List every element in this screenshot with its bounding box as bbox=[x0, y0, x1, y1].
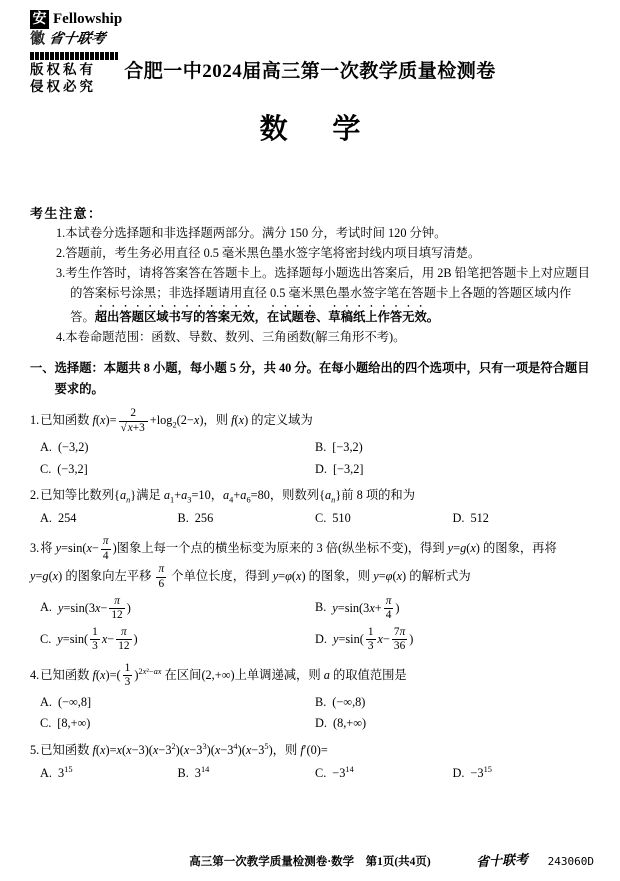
math-run: 3 bbox=[367, 640, 374, 653]
fraction-numerator bbox=[123, 662, 133, 676]
option-A bbox=[40, 764, 178, 782]
fraction bbox=[384, 595, 394, 623]
math-run: [8,+∞) bbox=[57, 716, 91, 731]
notice-text: 2.答题前，考生务必用直径 0.5 毫米黑色墨水签字笔将密封线内项目填写清楚。 bbox=[56, 245, 481, 260]
question-number: 1. bbox=[30, 412, 40, 427]
math-run: (8,+∞) bbox=[332, 716, 367, 731]
math-run: x− bbox=[86, 541, 99, 556]
math-run: f′(0)= bbox=[300, 742, 328, 757]
option-label: C. bbox=[315, 765, 327, 780]
math-run: [−3,2] bbox=[332, 461, 364, 476]
subscript: 6 bbox=[246, 495, 251, 505]
question-stem bbox=[30, 741, 590, 761]
text-run: 个单位长度，得到 bbox=[168, 569, 273, 584]
notice-text: 1.本试卷分选择题和非选择题两部分。满分 150 分，考试时间 120 分钟。 bbox=[56, 226, 447, 240]
option-label: B. bbox=[315, 694, 327, 709]
option-label: D. bbox=[315, 716, 327, 731]
math-run: x− bbox=[101, 631, 115, 646]
math-run: 4 bbox=[102, 549, 109, 562]
math-run: sin bbox=[69, 631, 85, 646]
math-run: π bbox=[102, 535, 109, 548]
option-label: C. bbox=[40, 631, 52, 646]
option-C bbox=[315, 764, 453, 782]
fraction bbox=[123, 662, 133, 690]
text-run: 已知函数 bbox=[40, 667, 93, 682]
fraction-numerator bbox=[90, 626, 100, 640]
option-label: B. bbox=[177, 765, 189, 780]
publisher-logo bbox=[30, 10, 122, 96]
subscript: n bbox=[331, 495, 336, 505]
superscript: 5 bbox=[264, 741, 269, 751]
math-run: ) bbox=[268, 742, 273, 757]
options bbox=[30, 509, 590, 527]
option-label: A. bbox=[40, 510, 52, 525]
option-D bbox=[315, 714, 590, 732]
math-run: f(x) bbox=[231, 412, 249, 427]
logo-row-2 bbox=[30, 30, 122, 49]
option-label: D. bbox=[315, 461, 327, 476]
question-5 bbox=[30, 741, 590, 782]
math-run: (−∞,8) bbox=[332, 694, 366, 709]
fraction bbox=[366, 626, 376, 654]
superscript: 14 bbox=[200, 764, 210, 774]
text-run: 的取值范围是 bbox=[329, 667, 407, 682]
math-run: y=g(x) bbox=[30, 569, 63, 584]
notice-list bbox=[30, 224, 590, 347]
section-heading: 一、选择题：本题共 8 小题，每小题 5 分，共 40 分。在每小题给出的四个选项中，只有一项是符合题目要求的。 bbox=[30, 361, 590, 396]
math-run: [−3,2) bbox=[332, 440, 363, 455]
option-label: A. bbox=[40, 440, 52, 455]
option-label: D. bbox=[315, 631, 327, 646]
exam-title: 合肥一中2024届高三第一次教学质量检测卷 bbox=[124, 61, 496, 82]
option-C bbox=[40, 714, 315, 732]
math-run: (−3,2) bbox=[57, 440, 89, 455]
fraction-numerator bbox=[101, 535, 111, 549]
barcode-strip-icon bbox=[30, 52, 118, 60]
math-run: 1 bbox=[92, 625, 98, 638]
text-run: 的图象，再将 bbox=[479, 541, 557, 556]
math-run: )(x−3 bbox=[175, 742, 203, 757]
copyright-line-1: 版权私有 bbox=[30, 61, 96, 77]
superscript: 15 bbox=[64, 764, 73, 774]
option-label: C. bbox=[315, 510, 327, 525]
fraction-denominator bbox=[156, 577, 166, 592]
math-run: π bbox=[114, 594, 120, 607]
math-run: f(x)=x(x−3)(x−3 bbox=[92, 742, 172, 757]
math-run: a bbox=[323, 667, 330, 682]
fraction bbox=[119, 407, 148, 435]
math-run: y=φ(x) bbox=[373, 569, 407, 584]
text-run: 图象上每一个点的横坐标变为原来的 3 倍(纵坐标不变)，得到 bbox=[116, 541, 448, 556]
option-label: A. bbox=[40, 600, 52, 615]
math-run: 512 bbox=[470, 510, 489, 525]
math-run: sin bbox=[68, 541, 83, 556]
math-run: sin bbox=[345, 631, 360, 646]
math-run: =80 bbox=[250, 488, 270, 502]
fraction bbox=[109, 595, 124, 623]
text-run: 的图象，则 bbox=[305, 569, 374, 584]
option-A bbox=[40, 595, 315, 623]
text-run: 前 8 项的和为 bbox=[341, 488, 416, 502]
option-C bbox=[315, 509, 453, 527]
math-run: f(x)= bbox=[92, 667, 117, 682]
subscript: 3 bbox=[187, 495, 192, 505]
subscript: 1 bbox=[170, 495, 175, 505]
logo-an-character: 安 bbox=[30, 10, 49, 29]
option-label: B. bbox=[315, 600, 327, 615]
math-run: y=φ(x) bbox=[272, 569, 306, 584]
math-run: 3x+ bbox=[363, 600, 382, 615]
math-run: +a bbox=[233, 488, 247, 502]
text-run: ，则 bbox=[272, 742, 301, 757]
option-A bbox=[40, 693, 315, 711]
subscript: n bbox=[126, 495, 131, 505]
text-run: 的解析式为 bbox=[406, 569, 471, 584]
math-run: 1 bbox=[124, 661, 131, 674]
math-run: ) bbox=[134, 667, 139, 682]
math-run: y=g(x) bbox=[447, 541, 480, 556]
question-number: 4. bbox=[30, 667, 40, 682]
option-D bbox=[315, 626, 590, 654]
option-label: B. bbox=[177, 510, 189, 525]
option-B bbox=[315, 693, 590, 711]
math-run: −3 bbox=[470, 765, 484, 780]
math-run: ) bbox=[409, 631, 414, 646]
question-number: 5. bbox=[30, 742, 40, 757]
math-run: 12 bbox=[118, 640, 130, 653]
math-run: a bbox=[119, 488, 127, 502]
fraction-denominator bbox=[392, 639, 407, 654]
question-stem bbox=[30, 535, 590, 591]
math-run: y= bbox=[55, 541, 69, 556]
question-number: 3. bbox=[30, 541, 40, 556]
fraction-numerator bbox=[112, 595, 122, 609]
fraction-numerator bbox=[392, 626, 407, 640]
math-run: ( bbox=[84, 631, 89, 646]
copyright-line-2: 侵权必究 bbox=[30, 78, 96, 94]
text-run: 将 bbox=[40, 541, 56, 556]
option-D bbox=[453, 509, 591, 527]
text-run: 上单调递减，则 bbox=[234, 667, 324, 682]
math-run: 3 bbox=[57, 765, 65, 780]
options bbox=[30, 595, 590, 654]
option-D bbox=[453, 764, 591, 782]
math-run: { bbox=[319, 488, 325, 502]
math-run: a bbox=[324, 488, 332, 502]
footer-exam-code: 243060D bbox=[547, 855, 594, 868]
option-A bbox=[40, 509, 178, 527]
math-run: 1 bbox=[367, 625, 374, 638]
math-run: 254 bbox=[57, 510, 77, 525]
math-run: f(x)= bbox=[92, 412, 117, 427]
logo-fellowship-text: Fellowship bbox=[53, 11, 123, 28]
question-stem bbox=[30, 486, 590, 506]
option-B bbox=[315, 438, 590, 456]
text-run: 已知函数 bbox=[40, 742, 93, 757]
radicand: x+3 bbox=[127, 421, 145, 434]
superscript: 2 bbox=[171, 741, 176, 751]
math-run: π bbox=[158, 563, 165, 576]
math-run: y= bbox=[57, 631, 70, 646]
math-run: 2 bbox=[130, 407, 136, 419]
math-run: 12 bbox=[111, 609, 123, 622]
option-B bbox=[178, 509, 316, 527]
math-run: } bbox=[130, 488, 137, 502]
option-B bbox=[315, 595, 590, 623]
math-run: y= bbox=[332, 631, 346, 646]
math-run: 3 bbox=[124, 676, 131, 689]
notice-text: 3.考生作答时，请将答案答在答题卡上。选择题每小题选出答案后，用 2B 铅笔把答题卡上对应题目的答案标号涂黑；非选择题请用直径 0.5 毫米黑色墨水签字笔在答题卡上各题的答题区域内作答。 bbox=[56, 265, 590, 324]
math-run: ) bbox=[133, 631, 138, 646]
logo-league-script: 省十联考 bbox=[47, 31, 107, 47]
text-run: 满足 bbox=[136, 488, 164, 502]
logo-hui-character: 徽 bbox=[30, 31, 46, 47]
math-run: 7π bbox=[393, 625, 406, 638]
footer-page-info: 高三第一次教学质量检测卷·数学 第1页(共4页) bbox=[189, 856, 431, 868]
notice-item-1 bbox=[56, 224, 590, 244]
math-run: y= bbox=[332, 600, 345, 615]
options bbox=[30, 764, 590, 782]
question-1 bbox=[30, 407, 590, 478]
subscript: 2 bbox=[172, 420, 177, 430]
options bbox=[30, 438, 590, 478]
fraction-denominator bbox=[366, 639, 376, 654]
notice-emphasis-text: 超出答题区域书写的答案无效，在试题卷、草稿纸上作答无效。 bbox=[94, 309, 440, 324]
math-run: (−∞,8] bbox=[57, 694, 92, 709]
fraction-numerator bbox=[128, 407, 138, 421]
fraction-denominator bbox=[116, 639, 131, 654]
question-list bbox=[30, 407, 590, 782]
footer-league-stamp: 省十联考 bbox=[475, 851, 529, 870]
option-A bbox=[40, 438, 315, 456]
fraction-denominator bbox=[109, 608, 124, 623]
option-label: D. bbox=[452, 510, 465, 525]
math-run: +a bbox=[174, 488, 188, 502]
math-run: (−3,2] bbox=[57, 461, 88, 476]
math-run: ( bbox=[82, 541, 87, 556]
superscript: 14 bbox=[345, 764, 354, 774]
math-run: )(x−3 bbox=[206, 742, 234, 757]
text-run: 的定义域为 bbox=[248, 412, 313, 427]
notice-item-3 bbox=[56, 264, 590, 328]
fraction bbox=[101, 535, 111, 563]
fraction-denominator bbox=[101, 549, 111, 564]
fraction bbox=[392, 626, 407, 654]
text-run: 在区间 bbox=[161, 667, 202, 682]
option-label: A. bbox=[40, 694, 52, 709]
fraction-numerator bbox=[366, 626, 376, 640]
fraction bbox=[116, 626, 131, 654]
fraction-numerator bbox=[119, 626, 129, 640]
math-run: ) bbox=[126, 600, 131, 615]
option-C bbox=[40, 626, 315, 654]
math-run: + bbox=[149, 412, 157, 427]
text-run: 已知函数 bbox=[40, 412, 93, 427]
option-label: C. bbox=[40, 716, 52, 731]
notice-item-2 bbox=[56, 244, 590, 264]
math-run: ) bbox=[112, 541, 117, 556]
math-run: 3x− bbox=[88, 600, 108, 615]
math-run: ( bbox=[116, 667, 121, 682]
fraction-denominator bbox=[90, 639, 100, 654]
question-stem bbox=[30, 662, 590, 690]
math-run: 6 bbox=[158, 578, 165, 591]
options bbox=[30, 693, 590, 733]
math-run: ( bbox=[84, 600, 89, 615]
math-run: a bbox=[223, 488, 230, 502]
fraction-numerator bbox=[156, 563, 166, 577]
notice-item-4 bbox=[56, 328, 590, 348]
math-run: 4 bbox=[385, 609, 392, 622]
math-run: sin bbox=[344, 600, 360, 615]
fraction-denominator bbox=[384, 608, 394, 623]
math-run: 36 bbox=[393, 640, 406, 653]
subscript: 4 bbox=[229, 495, 234, 505]
math-run: π bbox=[385, 594, 392, 607]
notice-heading: 考生注意： bbox=[30, 206, 103, 221]
math-run: π bbox=[121, 625, 127, 638]
page-footer bbox=[0, 853, 620, 869]
math-run: 3 bbox=[92, 640, 98, 653]
math-run: ( bbox=[359, 631, 364, 646]
question-2 bbox=[30, 486, 590, 527]
math-run: } bbox=[335, 488, 342, 502]
question-stem bbox=[30, 407, 590, 435]
option-label: D. bbox=[452, 765, 465, 780]
math-run: 256 bbox=[194, 510, 214, 525]
option-label: B. bbox=[315, 440, 327, 455]
logo-row-1 bbox=[30, 10, 122, 29]
square-root: √x+3 bbox=[120, 421, 145, 434]
math-run: ) bbox=[395, 600, 400, 615]
math-run: log bbox=[156, 412, 173, 427]
question-4 bbox=[30, 662, 590, 733]
option-label: A. bbox=[40, 765, 52, 780]
text-run: ，则 bbox=[203, 412, 232, 427]
math-run: )(x−3 bbox=[237, 742, 265, 757]
math-run: (2,+∞) bbox=[201, 667, 235, 682]
math-run: x− bbox=[377, 631, 390, 646]
question-3 bbox=[30, 535, 590, 654]
math-run: (2−x) bbox=[176, 412, 204, 427]
subject-title: 数学 bbox=[259, 114, 406, 145]
superscript: 4 bbox=[233, 741, 238, 751]
text-run: ，则数列 bbox=[269, 488, 320, 502]
fraction-denominator bbox=[119, 421, 148, 436]
option-B bbox=[178, 764, 316, 782]
math-run: ( bbox=[359, 600, 364, 615]
text-run: 的图象向左平移 bbox=[62, 569, 155, 584]
notice-section bbox=[30, 203, 590, 347]
superscript: 2x²−ax bbox=[138, 666, 162, 676]
math-run: sin bbox=[70, 600, 85, 615]
math-run: =10， bbox=[191, 488, 224, 502]
fraction bbox=[90, 626, 100, 654]
option-D bbox=[315, 460, 590, 478]
fraction-denominator bbox=[123, 675, 133, 690]
math-run: 3 bbox=[194, 765, 201, 780]
option-label: C. bbox=[40, 461, 52, 476]
text-run: 已知等比数列 bbox=[40, 488, 115, 502]
notice-text: 4.本卷命题范围：函数、导数、数列、三角函数(解三角形不考)。 bbox=[56, 329, 406, 344]
superscript: 3 bbox=[202, 741, 207, 751]
math-run: y= bbox=[57, 600, 71, 615]
fraction bbox=[156, 563, 166, 591]
math-run: { bbox=[114, 488, 120, 502]
math-run: −3 bbox=[332, 765, 346, 780]
math-run: 510 bbox=[332, 510, 351, 525]
option-C bbox=[40, 460, 315, 478]
fraction-numerator bbox=[384, 595, 394, 609]
math-run: a bbox=[163, 488, 171, 502]
question-number: 2. bbox=[30, 488, 40, 502]
superscript: 15 bbox=[483, 764, 492, 774]
